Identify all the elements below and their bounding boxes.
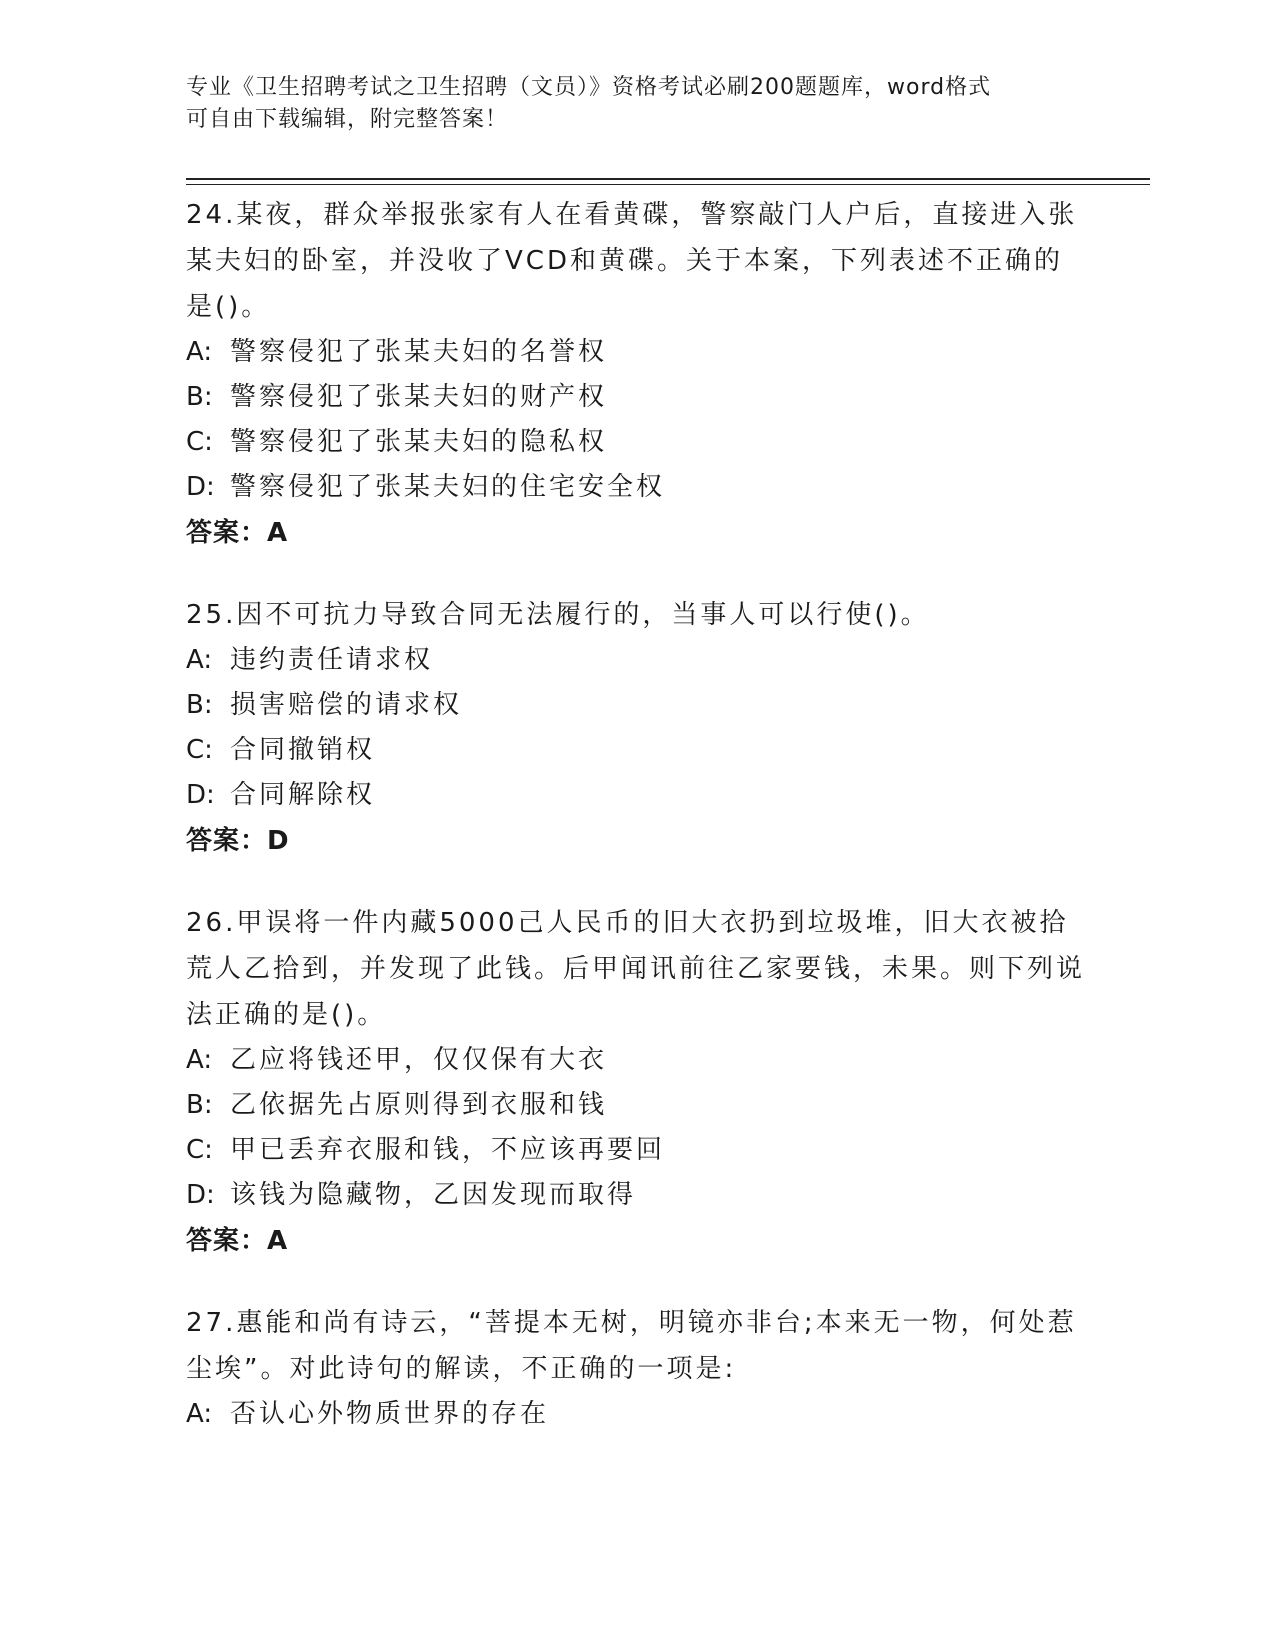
option-text: 警察侵犯了张某夫妇的财产权 [230, 382, 608, 412]
option-key: D: [186, 472, 215, 502]
option-key: D: [186, 780, 215, 810]
option-d [186, 773, 1086, 818]
document-header [186, 72, 1086, 136]
option-text: 乙依据先占原则得到衣服和钱 [230, 1090, 608, 1120]
question-25 [186, 592, 1086, 864]
option-text: 该钱为隐藏物，乙因发现而取得 [230, 1180, 637, 1210]
option-c [186, 1128, 1086, 1173]
option-c [186, 420, 1086, 465]
option-text: 违约责任请求权 [230, 645, 434, 675]
answer-value: A [267, 1226, 289, 1256]
option-a [186, 638, 1086, 683]
answer-value: A [267, 518, 289, 548]
option-b [186, 375, 1086, 420]
header-divider-thick [186, 178, 1150, 180]
option-b [186, 683, 1086, 728]
question-stem: 26.甲误将一件内藏5000己人民币的旧大衣扔到垃圾堆，旧大衣被拾荒人乙拾到，并发现了此钱。后甲闻讯前往乙家要钱，未果。则下列说法正确的是()。 [186, 908, 1086, 1030]
option-text: 警察侵犯了张某夫妇的名誉权 [230, 337, 608, 367]
option-text: 合同撤销权 [230, 735, 376, 765]
answer-line [186, 510, 1086, 556]
option-key: C: [186, 1135, 213, 1165]
question-stem: 27.惠能和尚有诗云，“菩提本无树，明镜亦非台;本来无一物，何处惹尘埃”。对此诗句的解读，不正确的一项是: [186, 1308, 1077, 1384]
option-key: D: [186, 1180, 215, 1210]
question-26 [186, 900, 1086, 1264]
option-key: C: [186, 427, 213, 457]
option-d [186, 1173, 1086, 1218]
question-list [186, 192, 1086, 1473]
option-key: A: [186, 337, 213, 367]
option-key: B: [186, 382, 213, 412]
option-c [186, 728, 1086, 773]
option-key: B: [186, 1090, 213, 1120]
question-stem: 24.某夜，群众举报张家有人在看黄碟，警察敲门人户后，直接进入张某夫妇的卧室，并没收了VCD和黄碟。关于本案，下列表述不正确的是()。 [186, 200, 1078, 322]
option-key: B: [186, 690, 213, 720]
option-text: 损害赔偿的请求权 [230, 690, 463, 720]
option-a [186, 1392, 1086, 1437]
option-text: 甲已丢弃衣服和钱，不应该再要回 [230, 1135, 666, 1165]
option-b [186, 1083, 1086, 1128]
option-key: C: [186, 735, 213, 765]
option-key: A: [186, 1045, 213, 1075]
option-text: 否认心外物质世界的存在 [230, 1399, 550, 1429]
answer-line [186, 818, 1086, 864]
option-key: A: [186, 1399, 213, 1429]
option-text: 警察侵犯了张某夫妇的住宅安全权 [230, 472, 666, 502]
option-text: 合同解除权 [230, 780, 376, 810]
header-title-line2: 可自由下载编辑，附完整答案！ [186, 107, 509, 132]
option-d [186, 465, 1086, 510]
question-stem: 25.因不可抗力导致合同无法履行的，当事人可以行使()。 [186, 600, 930, 630]
question-24 [186, 192, 1086, 556]
answer-label: 答案： [186, 518, 268, 548]
answer-line [186, 1218, 1086, 1264]
option-text: 警察侵犯了张某夫妇的隐私权 [230, 427, 608, 457]
option-key: A: [186, 645, 213, 675]
option-a [186, 1038, 1086, 1083]
header-divider-thin [186, 184, 1150, 185]
answer-value: D [267, 826, 290, 856]
header-title-line1: 专业《卫生招聘考试之卫生招聘（文员）》资格考试必刷200题题库，word格式 [186, 75, 992, 100]
question-27 [186, 1300, 1086, 1437]
option-text: 乙应将钱还甲，仅仅保有大衣 [230, 1045, 608, 1075]
answer-label: 答案： [186, 826, 268, 856]
answer-label: 答案： [186, 1226, 268, 1256]
option-a [186, 330, 1086, 375]
